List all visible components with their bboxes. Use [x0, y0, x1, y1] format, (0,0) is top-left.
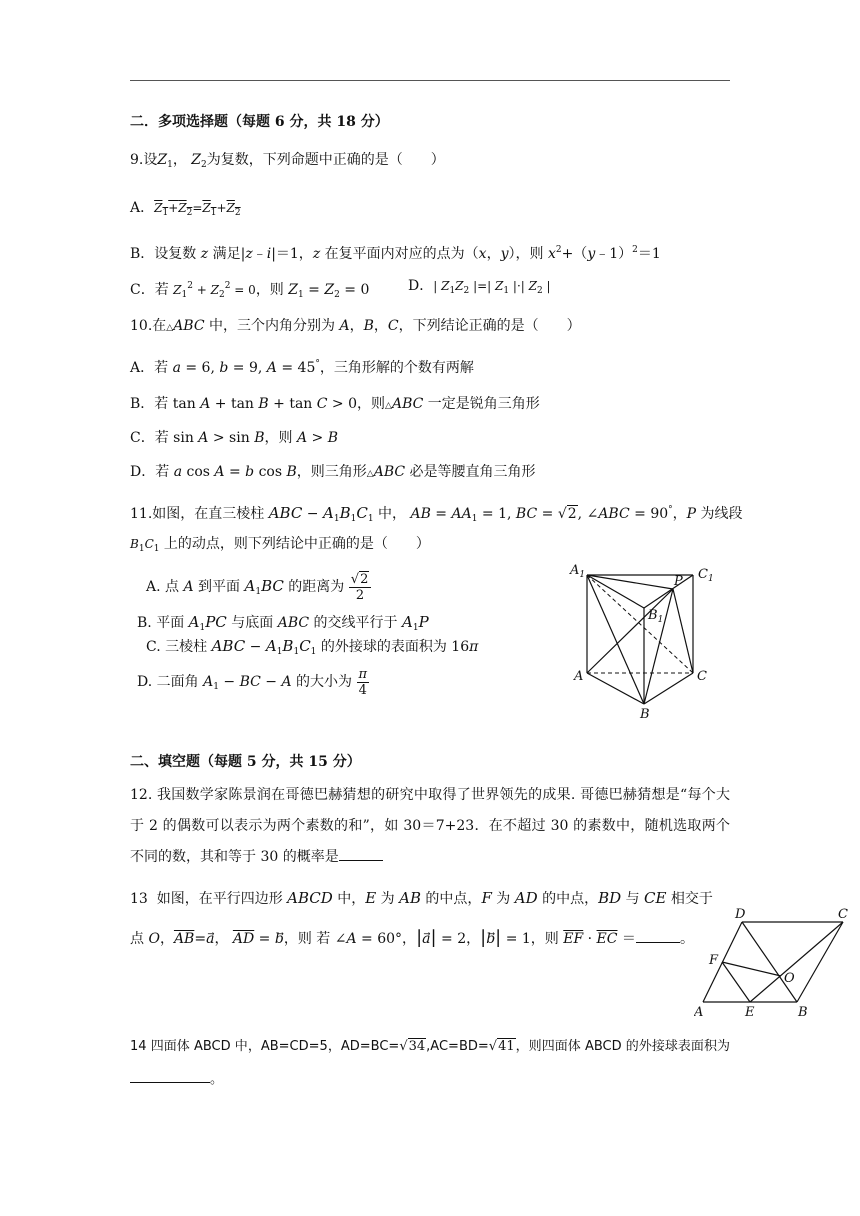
q13-line2: 点 O，$\overline{AB}=a⃗$， $\overline{AD}$ = b⃗，则 若 ∠A = 60°，|a| = 2，|b| = 1，则 $\overline{EF} \cdot \overline{EC}$ ＝ 。: [130, 927, 694, 948]
side-bc: [797, 922, 843, 1002]
q9-option-c: C．若 $Z_1^2 + Z_2^2 = 0$，则 $Z_1 = Z_2 = 0$: [130, 281, 370, 300]
label-c: C: [838, 907, 848, 922]
label-b1: $B_1$: [648, 608, 664, 625]
diagonal-bd: [742, 922, 797, 1002]
label-c1: $C_1$: [698, 567, 714, 584]
prism-figure: [560, 560, 730, 725]
line-a1b: [587, 575, 644, 704]
label-a1: $A_1$: [570, 563, 586, 580]
q11-option-b: B. 平面 $A_1PC$ 与底面 ABC 的交线平行于 $A_1P$: [137, 613, 429, 633]
label-f: F: [709, 953, 719, 968]
edge-bc: [644, 673, 693, 704]
line-ap: [587, 589, 673, 673]
label-e: E: [745, 1005, 755, 1020]
label-c: C: [697, 669, 707, 684]
section-heading-multiple-choice: 二．多项选择题（每题 6 分，共 18 分）: [130, 114, 389, 130]
q9-stem: 9.设$Z_1$， $Z_2$为复数，下列命题中正确的是（ ）: [130, 152, 445, 170]
q13-line1: 13 如图，在平行四边形 ABCD 中，E 为 AB 的中点，F 为 AD 的中点，BD 与 CE 相交于: [130, 889, 713, 907]
q10-option-c: C．若 sin A > sin B，则 A > B: [130, 430, 338, 446]
edge-ab: [587, 673, 644, 704]
label-b: B: [640, 707, 650, 722]
q10-option-b: B．若 tan A + tan B + tan C > 0，则△ABC 一定是锐角三角形: [130, 396, 540, 412]
line-pc: [673, 589, 693, 673]
section-heading-fill-in: 二、填空题（每题 5 分，共 15 分）: [130, 754, 361, 770]
q12-text: 12. 我国数学家陈景润在哥德巴赫猜想的研究中取得了世界领先的成果. 哥德巴赫猜想是“每个大于 2 的偶数可以表示为两个素数的和”，如 30＝7+23．在不超过 30 的素数中，随机选取两个不同的数，其和等于 30 的概率是: [130, 787, 730, 865]
q9-option-d: D．| $Z_1Z_2$ |=| $Z_1$ |·| $Z_2$ |: [408, 278, 551, 296]
header-rule: [130, 80, 730, 81]
q11-option-c: C. 三棱柱 ABC − $A_1B_1C_1$ 的外接球的表面积为 16π: [146, 637, 479, 657]
segment-ec: [750, 922, 843, 1002]
q9-option-b: B．设复数 z 满足|z﹣i|＝1，z 在复平面内对应的点为（x，y），则 $x^2+(y﹣1)^2=1$: [130, 245, 661, 262]
label-b: B: [798, 1005, 808, 1020]
q10-option-a: A．若 a = 6, b = 9, A = 45°，三角形解的个数有两解: [130, 359, 474, 376]
parallelogram-figure: [694, 904, 854, 1020]
q11-stem-line1: 11.如图，在直三棱柱 ABC − $A_1B_1C_1$ 中， AB = $AA_1 = 1$, BC = √2, ∠ABC = 90°，P 为线段: [130, 504, 743, 524]
q11-stem-line2: $B_1C_1$ 上的动点，则下列结论中正确的是（ ）: [130, 536, 430, 554]
edge-b1c1: [644, 575, 693, 608]
q14-text: 14 四面体 ABCD 中，AB=CD=5，AD=BC=√34,AC=BD=√41，则四面体 ABCD 的外接球表面积为。: [130, 1039, 730, 1087]
label-p: P: [674, 574, 683, 589]
line-pb: [644, 589, 673, 704]
q10-stem: 10.在△ABC 中，三个内角分别为 A，B，C，下列结论正确的是（ ）: [130, 318, 581, 334]
q11-option-a: A. 点 A 到平面 $A_1BC$ 的距离为 $\frac{√2}{2}$: [146, 566, 371, 612]
q11-option-d: D. 二面角 $A_1$ − BC − A 的大小为 $\frac{\pi}{4}$: [137, 666, 368, 698]
label-o: O: [784, 971, 795, 986]
label-a: A: [574, 669, 584, 684]
q10-option-d: D．若 a cos A = b cos B，则三角形△ABC 必是等腰直角三角形: [130, 464, 536, 480]
label-d: D: [735, 907, 746, 922]
q9-option-a: A．$Z_1+Z_2=Z_1+Z_2$: [130, 200, 241, 218]
label-a: A: [694, 1005, 704, 1020]
